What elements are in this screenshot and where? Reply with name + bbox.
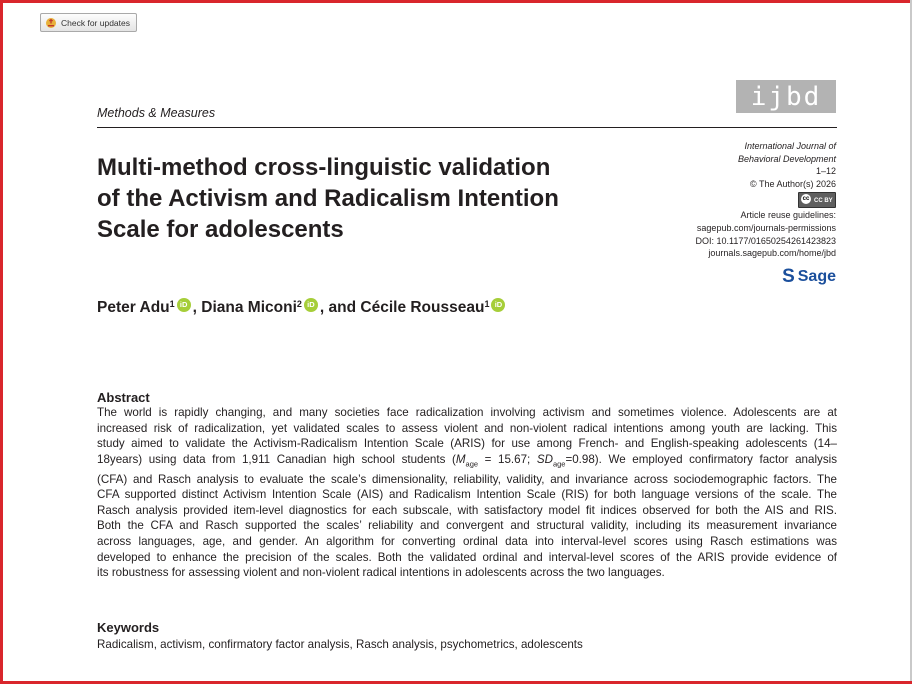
affiliation-marker: 1 [484, 299, 490, 309]
cc-license-icon[interactable]: cc CC BY [798, 192, 836, 208]
keywords-text: Radicalism, activism, confirmatory factor analysis, Rasch analysis, psychometrics, adolescents [97, 638, 583, 651]
journal-info [616, 140, 836, 260]
title-line: Scale for adolescents [97, 216, 344, 243]
copyright: © The Author(s) 2026 [749, 178, 836, 189]
abstract-line: Rasch analysis provided item-level diagnostics for each subscale, with satisfactory model fit indices observed for both the AIS and RIS. [97, 503, 837, 517]
author-name: Cécile Rousseau [360, 299, 485, 316]
abstract-text [97, 405, 837, 581]
abstract-line: CFA supported distinct Activism Intention Scale (AIS) and Radicalism Intention Scale (RIS) for both language versions of the scale. The [97, 488, 837, 502]
abstract-line: Both the CFA and Rasch supported the scales’ reliability and convergent and structural validity, including its measurement invariance [97, 519, 837, 533]
check-for-updates-label: Check for updates [61, 17, 130, 28]
abstract-line: developed to enhance the precision of the scales. Both the validated ordinal and interval-level scores of the ARIS provide evidence of [97, 550, 837, 564]
abstract-line [97, 452, 837, 472]
abstract-line: (CFA) and Rasch analysis to evaluate the scale’s dimensionality, reliability, validity, and invariance across sociodemographic factors. The [97, 472, 837, 486]
header-divider [97, 127, 837, 128]
affiliation-marker: 1 [169, 299, 175, 309]
page-range: 1–12 [815, 166, 836, 177]
orcid-icon[interactable]: iD [491, 298, 505, 312]
abstract-line: increased risk of radicalization, yet validated scales to assess violent and non-violent radical intentions among youth are lacking. This [97, 421, 837, 435]
journal-name-line: Behavioral Development [737, 153, 836, 164]
abstract-line-end: =0.98). We employed confirmatory factor analysis [565, 452, 837, 466]
author-separator: , [192, 299, 202, 316]
frame-top-border [0, 0, 912, 3]
subscript: age [552, 459, 566, 469]
journal-name-line: International Journal of [744, 141, 836, 151]
author-name: Diana Miconi [201, 299, 297, 316]
abstract-heading: Abstract [97, 390, 150, 405]
publisher-name: Sage [797, 268, 836, 285]
author-name: Peter Adu [97, 299, 170, 316]
abstract-line: across languages, age, and gender. An algorithm for converting ordinal data into interval-level scores using Rasch estimations was [97, 535, 837, 549]
sage-s-icon: S [782, 266, 795, 287]
sage-logo [782, 266, 836, 288]
abstract-line: study aimed to validate the Activism-Radicalism Intention Scale (ARIS) for use among French- and English-speaking adolescents (14– [97, 437, 837, 451]
abstract-line: its robustness for assessing violent and non-violent radical intentions in adolescents across the two languages. [97, 566, 665, 580]
orcid-icon[interactable]: iD [304, 298, 318, 312]
orcid-icon[interactable]: iD [177, 298, 191, 312]
keywords-heading: Keywords [97, 620, 160, 635]
abstract-line-mid: = 15.67; SD [478, 452, 553, 466]
reuse-link[interactable]: sagepub.com/journals-permissions [696, 222, 836, 233]
author-list [97, 299, 507, 317]
affiliation-marker: 2 [296, 299, 302, 309]
journal-link[interactable]: journals.sagepub.com/home/jbd [708, 248, 836, 259]
license-badge-text: CC BY [814, 198, 833, 205]
license-row [616, 190, 836, 209]
doi[interactable]: DOI: 10.1177/01650254261423823 [695, 235, 836, 246]
check-for-updates-button[interactable] [40, 13, 137, 32]
reuse-label: Article reuse guidelines: [740, 210, 836, 221]
author-separator: , and [319, 299, 361, 316]
title-line: Multi-method cross-linguistic validation [97, 154, 551, 181]
section-label: Methods & Measures [97, 106, 216, 120]
article-title [97, 152, 657, 245]
frame-left-border [0, 0, 3, 684]
check-for-updates-icon [45, 17, 57, 29]
title-line: of the Activism and Radicalism Intention [97, 185, 559, 212]
stat-symbol: SD [536, 452, 553, 466]
abstract-line-start: 18years) using data from 1,911 Canadian high school students (M [97, 452, 466, 466]
stat-symbol: M [455, 452, 466, 466]
journal-logo: ijbd [736, 80, 836, 113]
subscript: age [465, 459, 479, 469]
abstract-line: The world is rapidly changing, and many societies face radicalization involving activism and sometimes violence. Adolescents are at [97, 406, 837, 419]
